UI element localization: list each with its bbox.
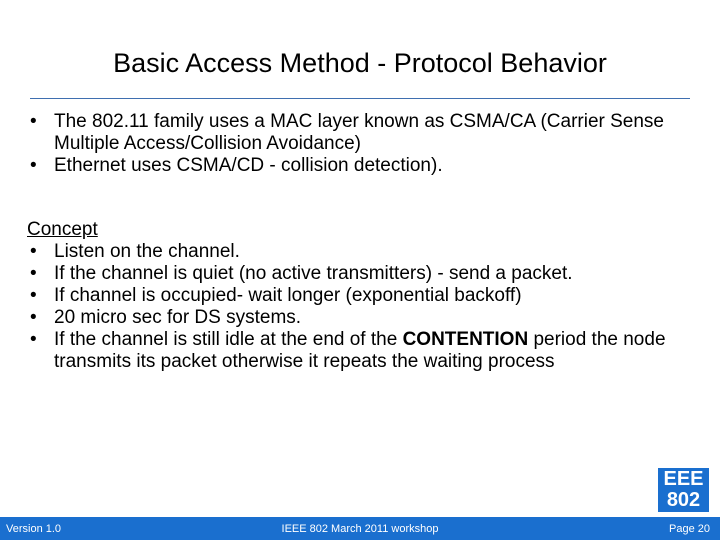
bold-term: CONTENTION [402,329,529,350]
bullet-item: • 20 micro sec for DS systems. [27,307,687,329]
footer-page-number: Page 20 [669,523,710,535]
bullet-item: • The 802.11 family uses a MAC layer known as CSMA/CA (Carrier Sense Multiple Access/Collision Avoidance) [27,111,687,155]
bullet-item: • If channel is occupied- wait longer (exponential backoff) [27,285,687,307]
footer-bar [0,517,720,540]
bullet-text: period the node transmits its packet otherwise it repeats the waiting process [54,329,666,372]
intro-bullet-list [27,111,687,177]
bullet-item [27,329,687,373]
bullet-item: • If the channel is quiet (no active transmitters) - send a packet. [27,263,687,285]
bullet-item: • Listen on the channel. [27,241,687,263]
concept-section [27,219,687,373]
footer-version: Version 1.0 [6,523,62,535]
bullet-item: • Ethernet uses CSMA/CD - collision detection). [27,155,687,177]
bullet-text: If the channel is still idle at the end of the [54,329,403,350]
slide-title: Basic Access Method - Protocol Behavior [113,48,607,78]
title-divider [30,98,690,99]
logo-line1: EEE [663,468,704,490]
logo-line2: 802 [666,489,701,511]
footer-event: IEEE 802 March 2011 workshop [281,523,439,535]
ieee-802-logo [658,468,709,512]
concept-heading: Concept [27,219,98,240]
